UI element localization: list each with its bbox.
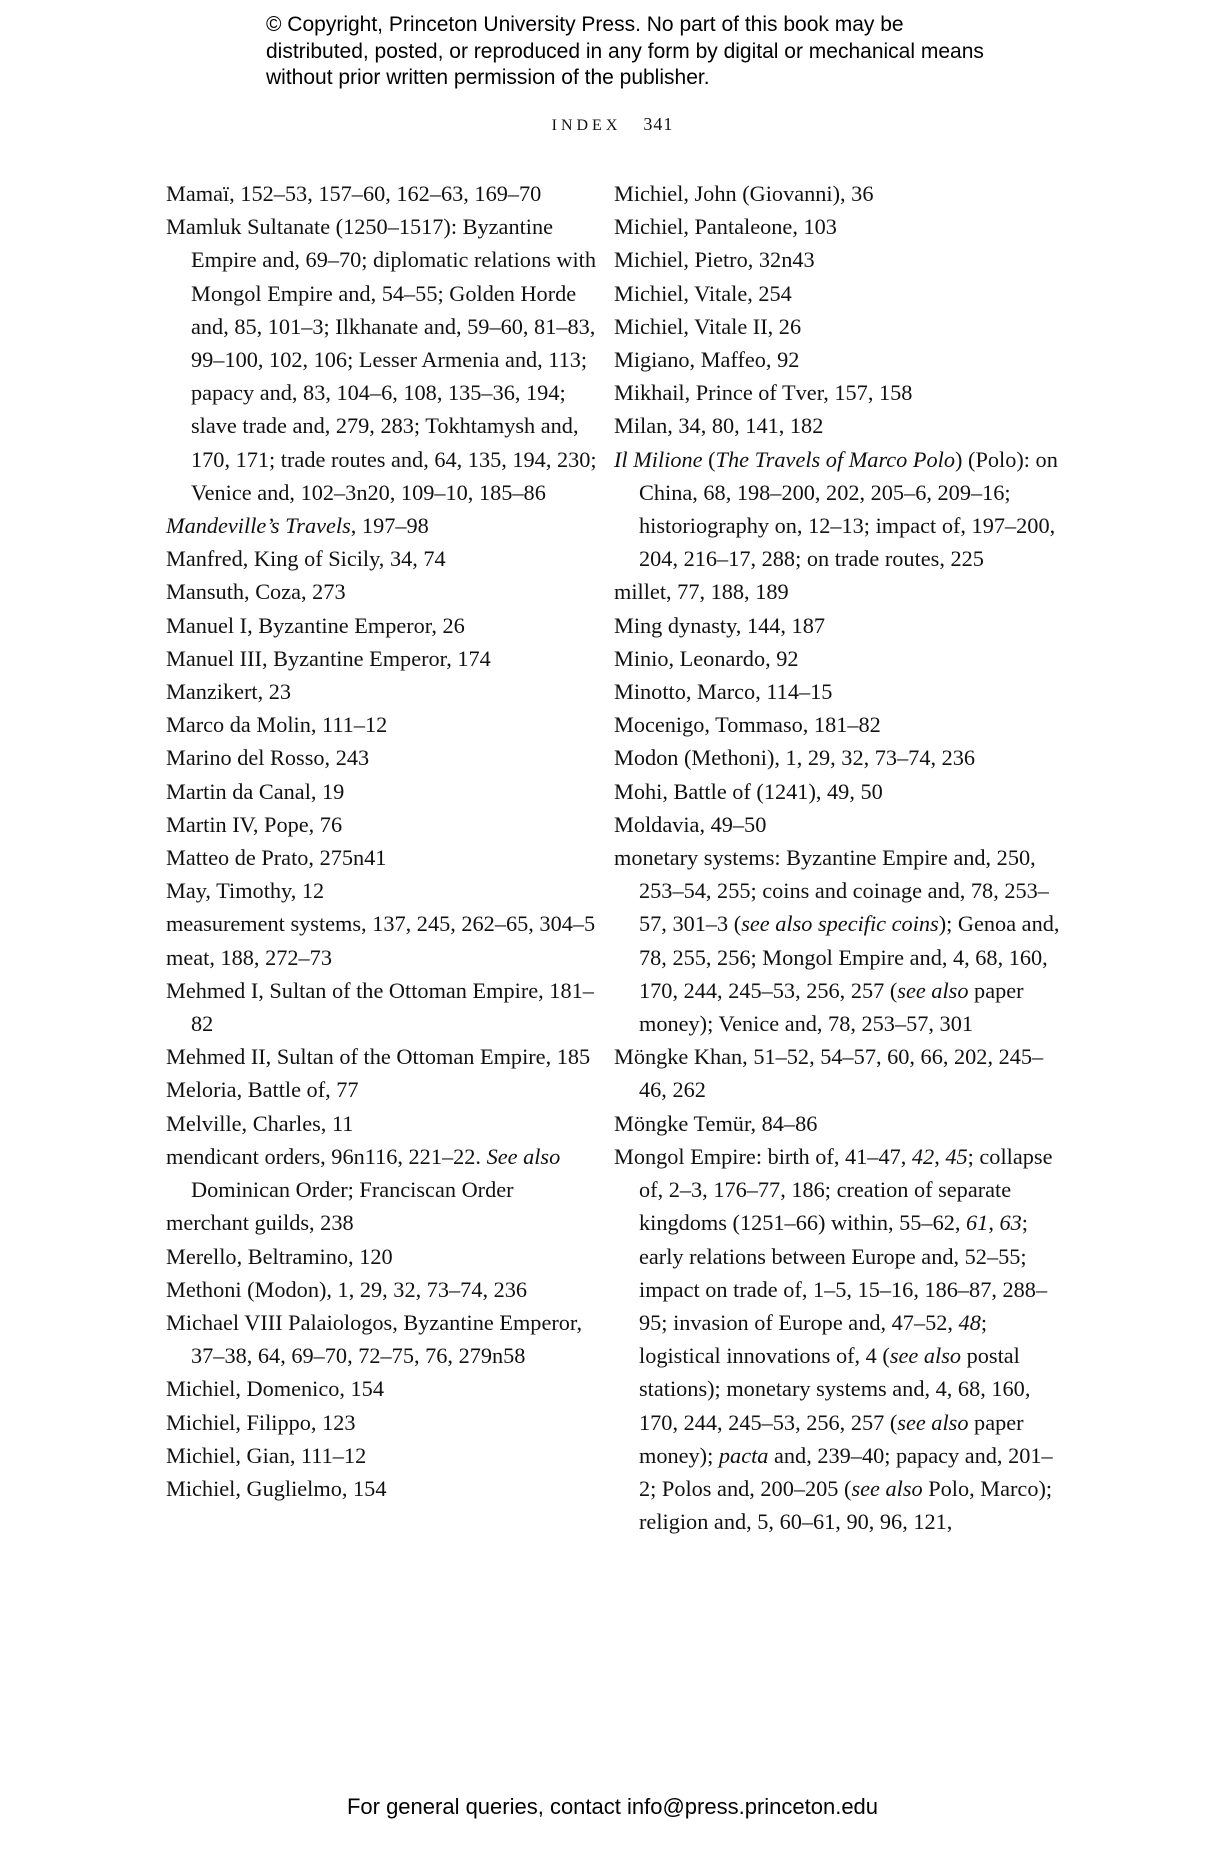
page-number: 341	[643, 114, 674, 134]
index-entry: Meloria, Battle of, 77	[166, 1077, 359, 1103]
index-entry: millet, 77, 188, 189	[614, 579, 789, 605]
index-entry: Michiel, Vitale, 254	[614, 280, 792, 306]
index-entry: Migiano, Maffeo, 92	[614, 347, 800, 373]
index-entry: measurement systems, 137, 245, 262–65, 304–5	[166, 911, 596, 937]
index-entry: Mehmed II, Sultan of the Ottoman Empire, 185	[166, 1044, 591, 1070]
index-entry: Minio, Leonardo, 92	[614, 645, 799, 671]
copyright-notice: © Copyright, Princeton University Press. No part of this book may be distributed, posted, or reproduced in any form by digital or mechanical means without prior written permission of the publisher.	[266, 13, 984, 89]
index-entry: Michiel, Gian, 111–12	[166, 1442, 367, 1468]
index-entry: Martin da Canal, 19	[166, 778, 345, 804]
index-entry: meat, 188, 272–73	[166, 944, 332, 970]
index-entry: Michael VIII Palaiologos, Byzantine Emperor, 37–38, 64, 69–70, 72–75, 76, 279n58	[166, 1309, 583, 1369]
index-entry: Michiel, Vitale II, 26	[614, 313, 802, 339]
index-entry: Mansuth, Coza, 273	[166, 579, 346, 605]
index-column-left	[166, 177, 606, 1505]
index-entry: Modon (Methoni), 1, 29, 32, 73–74, 236	[614, 745, 976, 771]
running-head-title: INDEX	[551, 117, 622, 134]
index-entry: Möngke Khan, 51–52, 54–57, 60, 66, 202, 245–46, 262	[614, 1044, 1044, 1103]
index-entry: Michiel, Filippo, 123	[166, 1409, 356, 1435]
index-entry: Mehmed I, Sultan of the Ottoman Empire, 181–82	[166, 977, 594, 1037]
index-entry: Mocenigo, Tommaso, 181–82	[614, 712, 881, 738]
index-entry: Mohi, Battle of (1241), 49, 50	[614, 778, 883, 804]
index-entry: Manzikert, 23	[166, 679, 292, 705]
index-entry: Mandeville’s Travels, 197–98	[166, 513, 429, 539]
index-entry: Moldavia, 49–50	[614, 811, 767, 837]
index-entry: May, Timothy, 12	[166, 878, 325, 904]
running-head	[0, 114, 1225, 135]
index-entry: Matteo de Prato, 275n41	[166, 845, 387, 871]
index-entry: Manuel I, Byzantine Emperor, 26	[166, 612, 465, 638]
index-entry: Merello, Beltramino, 120	[166, 1243, 393, 1269]
index-entry: Manfred, King of Sicily, 34, 74	[166, 546, 446, 572]
index-entry: Mamaï, 152–53, 157–60, 162–63, 169–70	[166, 181, 542, 206]
index-entry: Milan, 34, 80, 141, 182	[614, 413, 824, 439]
index-entry: Michiel, John (Giovanni), 36	[614, 181, 874, 206]
footer-contact: For general queries, contact info@press.princeton.edu	[346, 1794, 879, 1819]
index-entry: Manuel III, Byzantine Emperor, 174	[166, 645, 491, 671]
index-entry: Il Milione (The Travels of Marco Polo) (Polo): on China, 68, 198–200, 202, 205–6, 209–16; historiography on, 12–13; impact of, 197–200, 204, 216–17, 288; on trade routes, 225	[614, 446, 1058, 572]
index-entry: Marino del Rosso, 243	[166, 745, 370, 771]
index-entry: Marco da Molin, 111–12	[166, 712, 388, 738]
index-entry: monetary systems: Byzantine Empire and, 250, 253–54, 255; coins and coinage and, 78, 253–57, 301–3 (see also specific coins); Genoa and, 78, 255, 256; Mongol Empire and, 4, 68, 160, 170, 244, 245–53, 256, 257 (see also paper money); Venice and, 78, 253–57, 301	[614, 845, 1060, 1037]
index-entry: Mikhail, Prince of Tver, 157, 158	[614, 380, 913, 406]
index-column-right	[614, 177, 1069, 1538]
index-entry: Mongol Empire: birth of, 41–47, 42, 45; collapse of, 2–3, 176–77, 186; creation of separate kingdoms (1251–66) within, 55–62, 61, 63; early relations between Europe and, 52–55; impact on trade of, 1–5, 15–16, 186–87, 288–95; invasion of Europe and, 47–52, 48; logistical innovations of, 4 (see also postal stations); monetary systems and, 4, 68, 160, 170, 244, 245–53, 256, 257 (see also paper money); pacta and, 239–40; papacy and, 201–2; Polos and, 200–205 (see also Polo, Marco); religion and, 5, 60–61, 90, 96, 121,	[614, 1143, 1053, 1535]
index-entry: Mamluk Sultanate (1250–1517): Byzantine Empire and, 69–70; diplomatic relations with Mongol Empire and, 54–55; Golden Horde and, 85, 101–3; Ilkhanate and, 59–60, 81–83, 99–100, 102, 106; Lesser Armenia and, 113; papacy and, 83, 104–6, 108, 135–36, 194; slave trade and, 279, 283; Tokhtamysh and, 170, 171; trade routes and, 64, 135, 194, 230; Venice and, 102–3n20, 109–10, 185–86	[166, 214, 597, 505]
index-entry: Michiel, Pietro, 32n43	[614, 247, 815, 273]
index-entry: merchant guilds, 238	[166, 1210, 354, 1236]
index-entry: Melville, Charles, 11	[166, 1110, 354, 1136]
index-entry: Ming dynasty, 144, 187	[614, 612, 825, 638]
index-entry: Michiel, Pantaleone, 103	[614, 214, 837, 240]
index-entry: Michiel, Domenico, 154	[166, 1376, 384, 1402]
index-entry: Methoni (Modon), 1, 29, 32, 73–74, 236	[166, 1276, 528, 1302]
index-entry: Martin IV, Pope, 76	[166, 811, 343, 837]
index-entry: mendicant orders, 96n116, 221–22. See also Dominican Order; Franciscan Order	[166, 1143, 561, 1203]
index-entry: Michiel, Guglielmo, 154	[166, 1475, 387, 1501]
index-entry: Möngke Temür, 84–86	[614, 1110, 818, 1136]
index-entry: Minotto, Marco, 114–15	[614, 679, 833, 705]
